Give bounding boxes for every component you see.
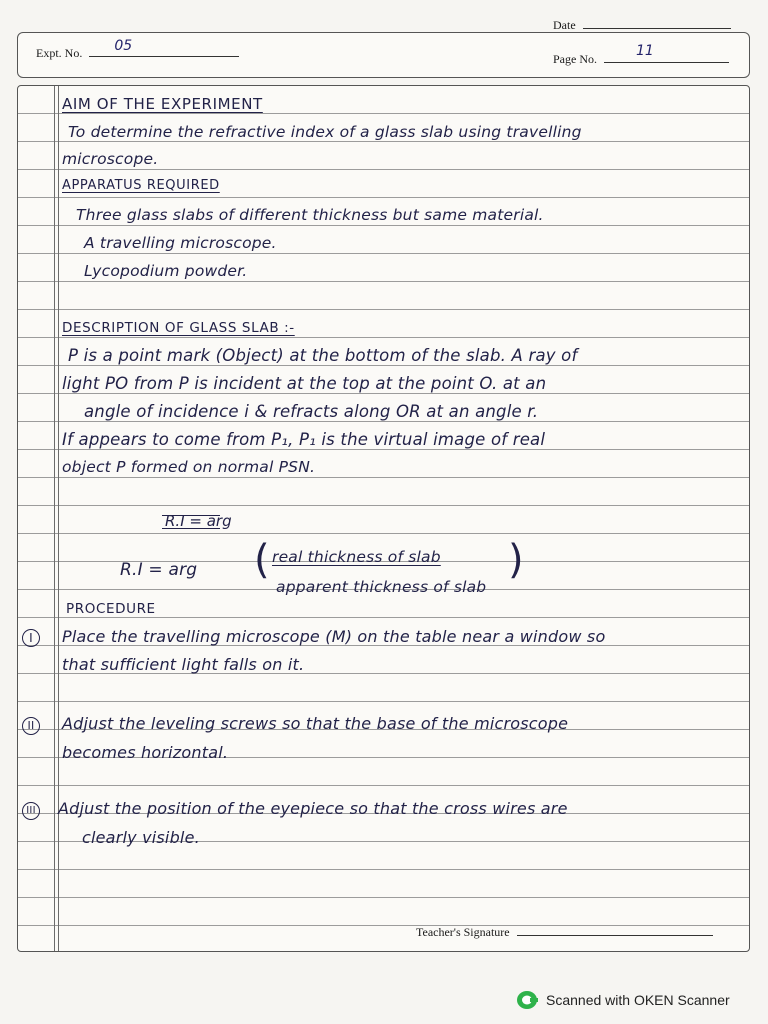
expt-no-line [89,38,239,57]
description-line-2: light PO from P is incident at the top at the point O. at an [62,374,547,393]
page-no-label: Page No. [553,52,597,66]
procedure-heading: PROCEDURE [66,601,156,617]
expt-no-label: Expt. No. [36,46,83,60]
formula-left-bracket: ( [254,537,270,583]
strike-mark [162,515,220,529]
aim-line-1: To determine the refractive index of a glass slab using travelling [68,123,582,141]
teacher-signature-field [416,925,713,940]
step-3-number: III [22,802,40,820]
formula-lhs: R.I = arg [120,560,198,580]
page-no-field [553,43,729,67]
teacher-signature-label: Teacher's Signature [416,925,510,939]
step-2-line-2: becomes horizontal. [62,743,229,762]
scanner-watermark [516,990,730,1010]
formula-numerator: real thickness of slab [272,548,441,566]
page-header [17,32,750,78]
step-1-line-2: that sufficient light falls on it. [62,655,305,674]
struck-formula [165,512,232,530]
ruled-sheet [17,85,750,952]
page-no-line [604,43,729,63]
date-label: Date [553,18,576,32]
expt-no-value: 05 [114,38,133,54]
aim-heading: AIM OF THE EXPERIMENT [62,95,263,113]
formula-right-bracket: ) [508,537,524,583]
expt-no-field [36,38,239,61]
teacher-signature-line [517,925,713,936]
apparatus-item-2: A travelling microscope. [84,234,277,252]
apparatus-item-1: Three glass slabs of different thickness but same material. [76,206,544,224]
step-1-number: I [22,629,40,647]
step-1-line-1: Place the travelling microscope (M) on the table near a window so [62,627,606,646]
description-line-4: If appears to come from P₁, P₁ is the virtual image of real [62,430,546,449]
aim-line-2: microscope. [62,150,159,168]
oken-scanner-logo-icon [516,990,538,1010]
apparatus-item-3: Lycopodium powder. [84,262,248,280]
formula-denominator: apparent thickness of slab [276,578,487,596]
description-line-1: P is a point mark (Object) at the bottom of the slab. A ray of [68,346,578,365]
page-no-value: 11 [636,43,654,59]
step-2-number: II [22,717,40,735]
date-field [553,18,731,33]
description-line-3: angle of incidence i & refracts along OR at an angle r. [84,402,539,421]
description-heading: DESCRIPTION OF GLASS SLAB :- [62,320,295,336]
struck-formula-text: R.I = arg [165,512,232,530]
step-2-line-1: Adjust the leveling screws so that the base of the microscope [62,714,569,733]
step-3-line-2: clearly visible. [82,828,200,847]
scanner-text: Scanned with OKEN Scanner [546,992,730,1008]
description-line-5: object P formed on normal PSN. [62,458,316,476]
date-line [583,18,731,29]
step-3-line-1: Adjust the position of the eyepiece so that the cross wires are [58,799,568,818]
apparatus-heading: APPARATUS REQUIRED [62,178,220,193]
